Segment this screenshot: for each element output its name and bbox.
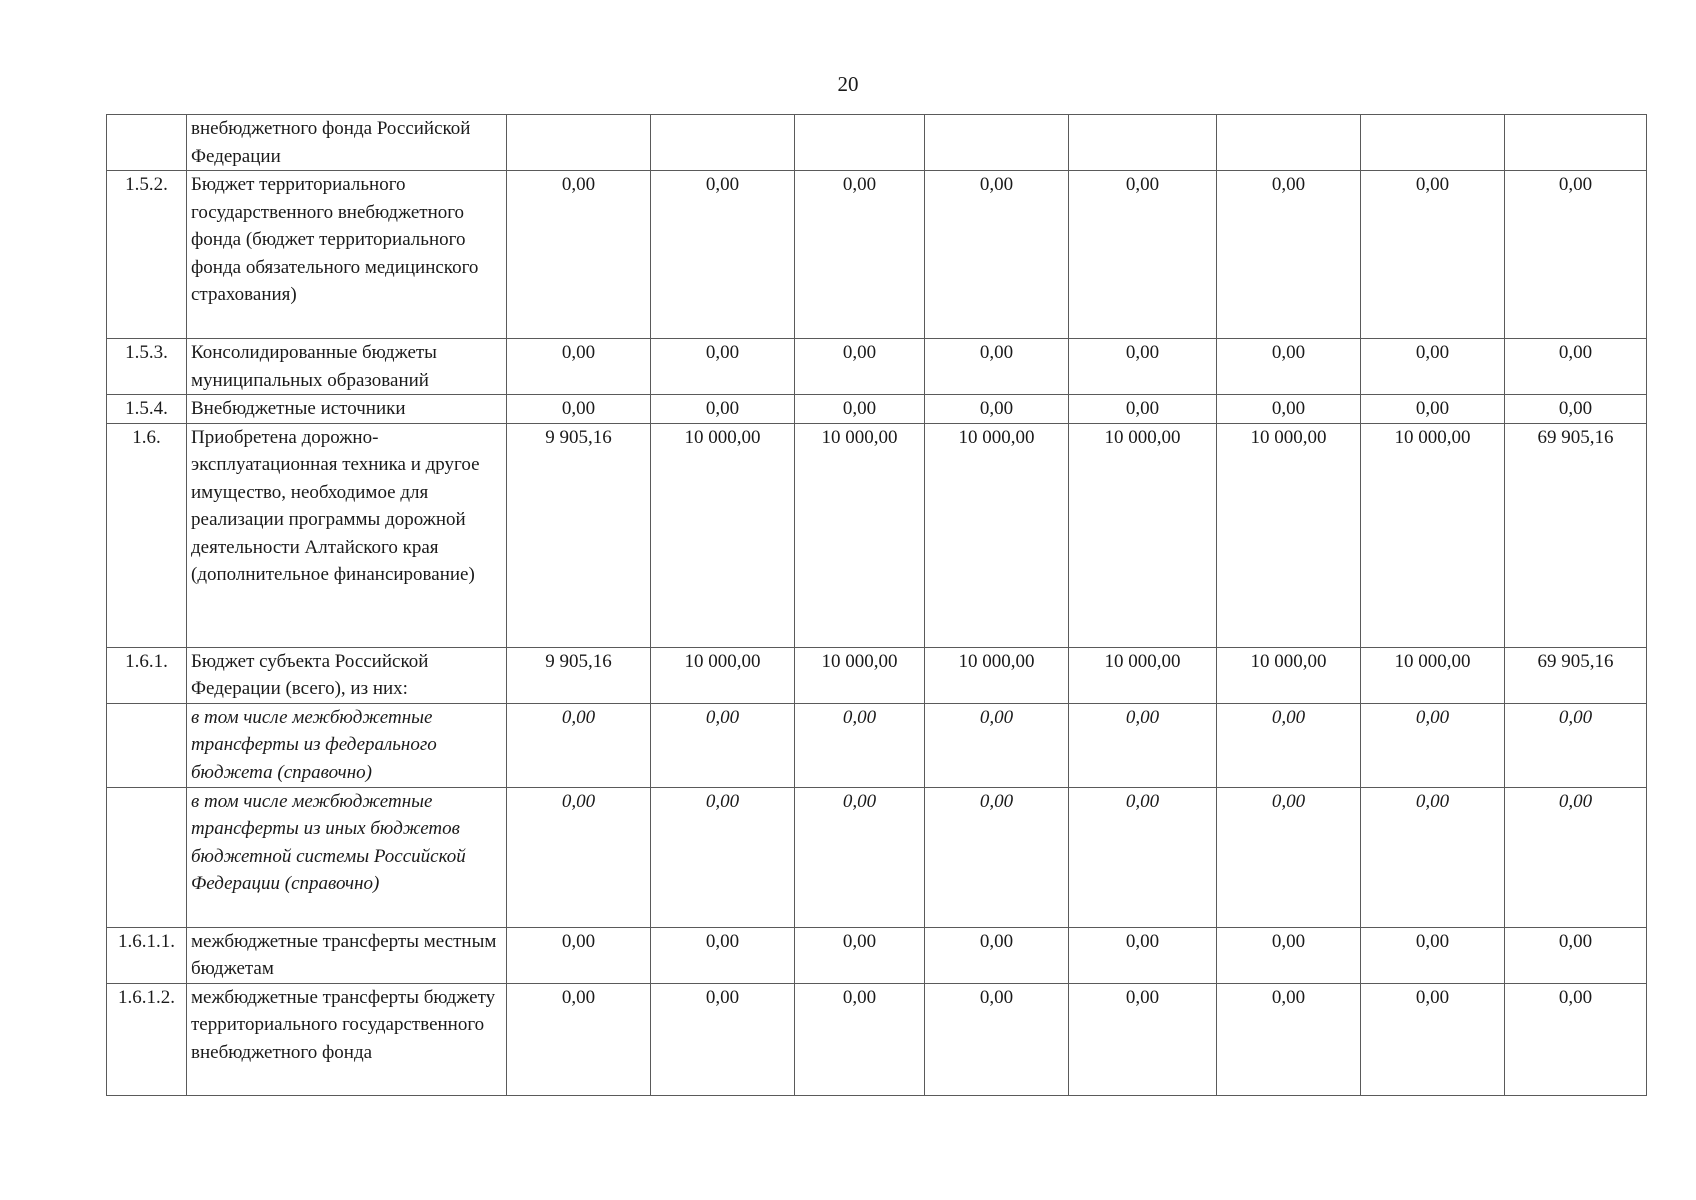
- row-year-value: 10 000,00: [1361, 647, 1505, 703]
- row-code: 1.5.2.: [107, 171, 187, 339]
- row-description: Бюджет территориального государственного внебюджетного фонда (бюджет территориального фонда обязательного медицинского страхования): [187, 171, 507, 339]
- table-row: [107, 983, 1647, 1095]
- row-year-value: 10 000,00: [795, 423, 925, 647]
- row-year-value: 0,00: [1217, 395, 1361, 424]
- row-year-value: 0,00: [651, 339, 795, 395]
- row-total-value: 0,00: [1505, 171, 1647, 339]
- row-year-value: 0,00: [1217, 927, 1361, 983]
- row-year-value: 0,00: [1069, 983, 1217, 1095]
- row-year-value: 10 000,00: [925, 647, 1069, 703]
- row-year-value: 0,00: [1361, 171, 1505, 339]
- row-year-value: 0,00: [651, 703, 795, 787]
- row-year-value: 0,00: [651, 787, 795, 927]
- row-year-value: 0,00: [925, 395, 1069, 424]
- row-description: Приобретена дорожно-эксплуатационная техника и другое имущество, необходимое для реализации программы дорожной деятельности Алтайского края (дополнительное финансирование): [187, 423, 507, 647]
- page-number: 20: [837, 72, 859, 96]
- row-year-value: 0,00: [1069, 339, 1217, 395]
- row-year-value: 0,00: [507, 171, 651, 339]
- row-total-value: 0,00: [1505, 983, 1647, 1095]
- row-year-value: 0,00: [925, 787, 1069, 927]
- row-year-value: 0,00: [507, 983, 651, 1095]
- row-year-value: [651, 115, 795, 171]
- row-year-value: 0,00: [1069, 787, 1217, 927]
- row-year-value: 10 000,00: [1069, 647, 1217, 703]
- row-year-value: 0,00: [1217, 787, 1361, 927]
- row-year-value: 0,00: [1361, 927, 1505, 983]
- row-year-value: 0,00: [507, 703, 651, 787]
- row-total-value: 0,00: [1505, 927, 1647, 983]
- table-row: [107, 171, 1647, 339]
- row-total-value: 0,00: [1505, 703, 1647, 787]
- row-year-value: 0,00: [795, 339, 925, 395]
- table-row: [107, 115, 1647, 171]
- row-year-value: 0,00: [1069, 395, 1217, 424]
- row-year-value: 10 000,00: [651, 423, 795, 647]
- row-year-value: 0,00: [1361, 703, 1505, 787]
- row-year-value: 0,00: [795, 787, 925, 927]
- row-year-value: 10 000,00: [651, 647, 795, 703]
- row-year-value: [1069, 115, 1217, 171]
- row-year-value: 0,00: [1217, 703, 1361, 787]
- row-year-value: 0,00: [1217, 339, 1361, 395]
- row-year-value: [925, 115, 1069, 171]
- row-total-value: [1505, 115, 1647, 171]
- row-year-value: [1361, 115, 1505, 171]
- table-row: [107, 339, 1647, 395]
- table-row: [107, 647, 1647, 703]
- row-year-value: 10 000,00: [795, 647, 925, 703]
- table-row: [107, 703, 1647, 787]
- row-year-value: 0,00: [507, 927, 651, 983]
- row-code: 1.5.4.: [107, 395, 187, 424]
- row-description: Консолидированные бюджеты муниципальных образований: [187, 339, 507, 395]
- budget-table: [106, 114, 1647, 1096]
- row-year-value: 0,00: [925, 927, 1069, 983]
- row-total-value: 69 905,16: [1505, 647, 1647, 703]
- row-code: [107, 703, 187, 787]
- row-year-value: 0,00: [795, 171, 925, 339]
- row-year-value: 0,00: [1361, 787, 1505, 927]
- row-year-value: 10 000,00: [1217, 423, 1361, 647]
- row-year-value: 0,00: [795, 395, 925, 424]
- row-description: Внебюджетные источники: [187, 395, 507, 424]
- row-year-value: [507, 115, 651, 171]
- table-body: [107, 115, 1647, 1096]
- row-year-value: 0,00: [1217, 171, 1361, 339]
- row-year-value: 0,00: [925, 171, 1069, 339]
- row-year-value: [795, 115, 925, 171]
- row-code: [107, 787, 187, 927]
- row-year-value: 10 000,00: [1217, 647, 1361, 703]
- row-year-value: 0,00: [795, 927, 925, 983]
- row-code: [107, 115, 187, 171]
- row-code: 1.5.3.: [107, 339, 187, 395]
- row-total-value: 0,00: [1505, 339, 1647, 395]
- row-total-value: 0,00: [1505, 787, 1647, 927]
- row-description: межбюджетные трансферты местным бюджетам: [187, 927, 507, 983]
- row-year-value: 0,00: [925, 703, 1069, 787]
- row-year-value: 10 000,00: [1069, 423, 1217, 647]
- row-year-value: 0,00: [507, 787, 651, 927]
- row-year-value: 0,00: [651, 927, 795, 983]
- row-year-value: 0,00: [1361, 395, 1505, 424]
- row-year-value: 0,00: [925, 983, 1069, 1095]
- row-code: 1.6.: [107, 423, 187, 647]
- row-year-value: 0,00: [651, 171, 795, 339]
- row-code: 1.6.1.: [107, 647, 187, 703]
- row-year-value: 0,00: [1069, 171, 1217, 339]
- table-row: [107, 395, 1647, 424]
- row-year-value: 9 905,16: [507, 647, 651, 703]
- row-year-value: 10 000,00: [1361, 423, 1505, 647]
- row-code: 1.6.1.2.: [107, 983, 187, 1095]
- row-description: межбюджетные трансферты бюджету территориального государственного внебюджетного фонда: [187, 983, 507, 1095]
- table-row: [107, 787, 1647, 927]
- table-row: [107, 423, 1647, 647]
- table-row: [107, 927, 1647, 983]
- row-year-value: 0,00: [1361, 339, 1505, 395]
- row-description: в том числе межбюджетные трансферты из иных бюджетов бюджетной системы Российской Федерации (справочно): [187, 787, 507, 927]
- row-year-value: 0,00: [507, 339, 651, 395]
- row-year-value: 10 000,00: [925, 423, 1069, 647]
- row-total-value: 69 905,16: [1505, 423, 1647, 647]
- row-year-value: 0,00: [1217, 983, 1361, 1095]
- row-year-value: 0,00: [795, 983, 925, 1095]
- row-year-value: 0,00: [1069, 703, 1217, 787]
- row-year-value: 0,00: [1069, 927, 1217, 983]
- row-year-value: 0,00: [925, 339, 1069, 395]
- row-year-value: 9 905,16: [507, 423, 651, 647]
- row-description: в том числе межбюджетные трансферты из федерального бюджета (справочно): [187, 703, 507, 787]
- row-description: Бюджет субъекта Российской Федерации (всего), из них:: [187, 647, 507, 703]
- row-year-value: 0,00: [651, 983, 795, 1095]
- row-year-value: 0,00: [795, 703, 925, 787]
- row-year-value: 0,00: [651, 395, 795, 424]
- row-year-value: 0,00: [507, 395, 651, 424]
- row-description: внебюджетного фонда Российской Федерации: [187, 115, 507, 171]
- row-total-value: 0,00: [1505, 395, 1647, 424]
- row-year-value: [1217, 115, 1361, 171]
- row-year-value: 0,00: [1361, 983, 1505, 1095]
- row-code: 1.6.1.1.: [107, 927, 187, 983]
